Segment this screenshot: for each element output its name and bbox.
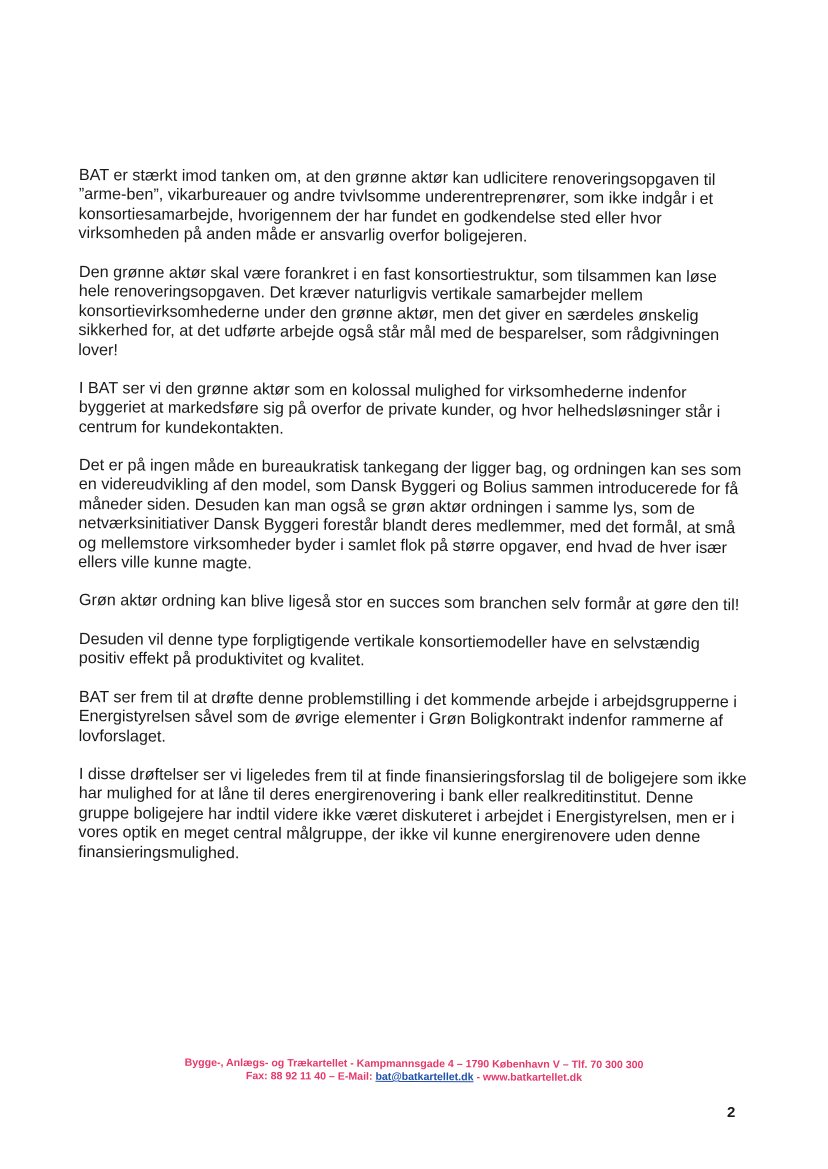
footer-email-link[interactable]: bat@batkartellet.dk	[375, 1070, 474, 1084]
paragraph: Grøn aktør ordning kan blive ligeså stor en succes som branchen selv formår at gøre den til!	[78, 591, 740, 615]
footer-fax: Fax: 88 92 11 40 – E-Mail:	[245, 1070, 376, 1083]
paragraph: BAT er stærkt imod tanken om, at den grønne aktør kan udlicitere renoveringsopgaven til ”arme-ben”, vikarbureauer og andre tvivlsomme underentreprenører, som ikke indgår i et konsortiesamarbejde, hvorigennem der har fundet en godkendelse sted eller hvor virksomheden på anden måde er ansvarlig overfor boligejeren.	[78, 166, 716, 246]
paragraph: I disse drøftelser ser vi ligeledes frem til at finde finansieringsforslag til de boligejere som ikke har mulighed for at låne til deres energirenovering i bank eller realkreditinstitut. Denne gruppe boligejere har indtil videre ikke været diskuteret i arbejdet i Energistyrelsen, men er i vores optik en meget central målgruppe, der ikke vil kunne energirenovere uden denne finansieringsmulighed.	[78, 764, 747, 862]
footer-address-line: Bygge-, Anlægs- og Trækartellet - Kampmannsgade 4 – 1790 København V – Tlf. 70 300 300	[184, 1056, 644, 1072]
page-number: 2	[727, 1104, 736, 1121]
paragraph: BAT ser frem til at drøfte denne problemstilling i det kommende arbejde i arbejdsgrupperne i Energistyrelsen såvel som de øvrige elementer i Grøn Boligkontrakt indenfor rammerne af lovforslaget.	[78, 687, 738, 746]
footer-website: - www.batkartellet.dk	[473, 1071, 583, 1084]
paragraph: Den grønne aktør skal være forankret i en fast konsortiestruktur, som tilsammen kan løse hele renoveringsopgaven. Det kræver naturligvis vertikale samarbejder mellem konsortievirksomhederne under den grønne aktør, men det giver en særdeles ønskelig sikkerhed for, at det udførte arbejde også står mål med de besparelser, som rådgivningen lover!	[78, 262, 720, 359]
body-text	[79, 166, 747, 881]
paragraph: Desuden vil denne type forpligtigende vertikale konsortiemodeller have en selvstændig positiv effekt på produktivitet og kvalitet.	[78, 629, 700, 670]
footer	[0, 1056, 828, 1086]
paragraph: I BAT ser vi den grønne aktør som en kolossal mulighed for virksomhederne indenfor byggeriet at markedsføre sig på overfor de private kunder, og hvor helhedsløsninger står i centrum for kundekontakten.	[78, 378, 721, 438]
paragraph: Det er på ingen måde en bureaukratisk tankegang der ligger bag, og ordningen kan ses som en videreudvikling af den model, som Dansk Byggeri og Bolius sammen introducerede for få måneder siden. Desuden kan man også se grøn aktør ordningen i samme lys, som de netværksinitiativer Dansk Byggeri forestår blandt deres medlemmer, med det formål, at små og mellemstore virksomheder byder i samlet flok på større opgaver, end hvad de hver især ellers ville kunne magte.	[78, 455, 742, 573]
